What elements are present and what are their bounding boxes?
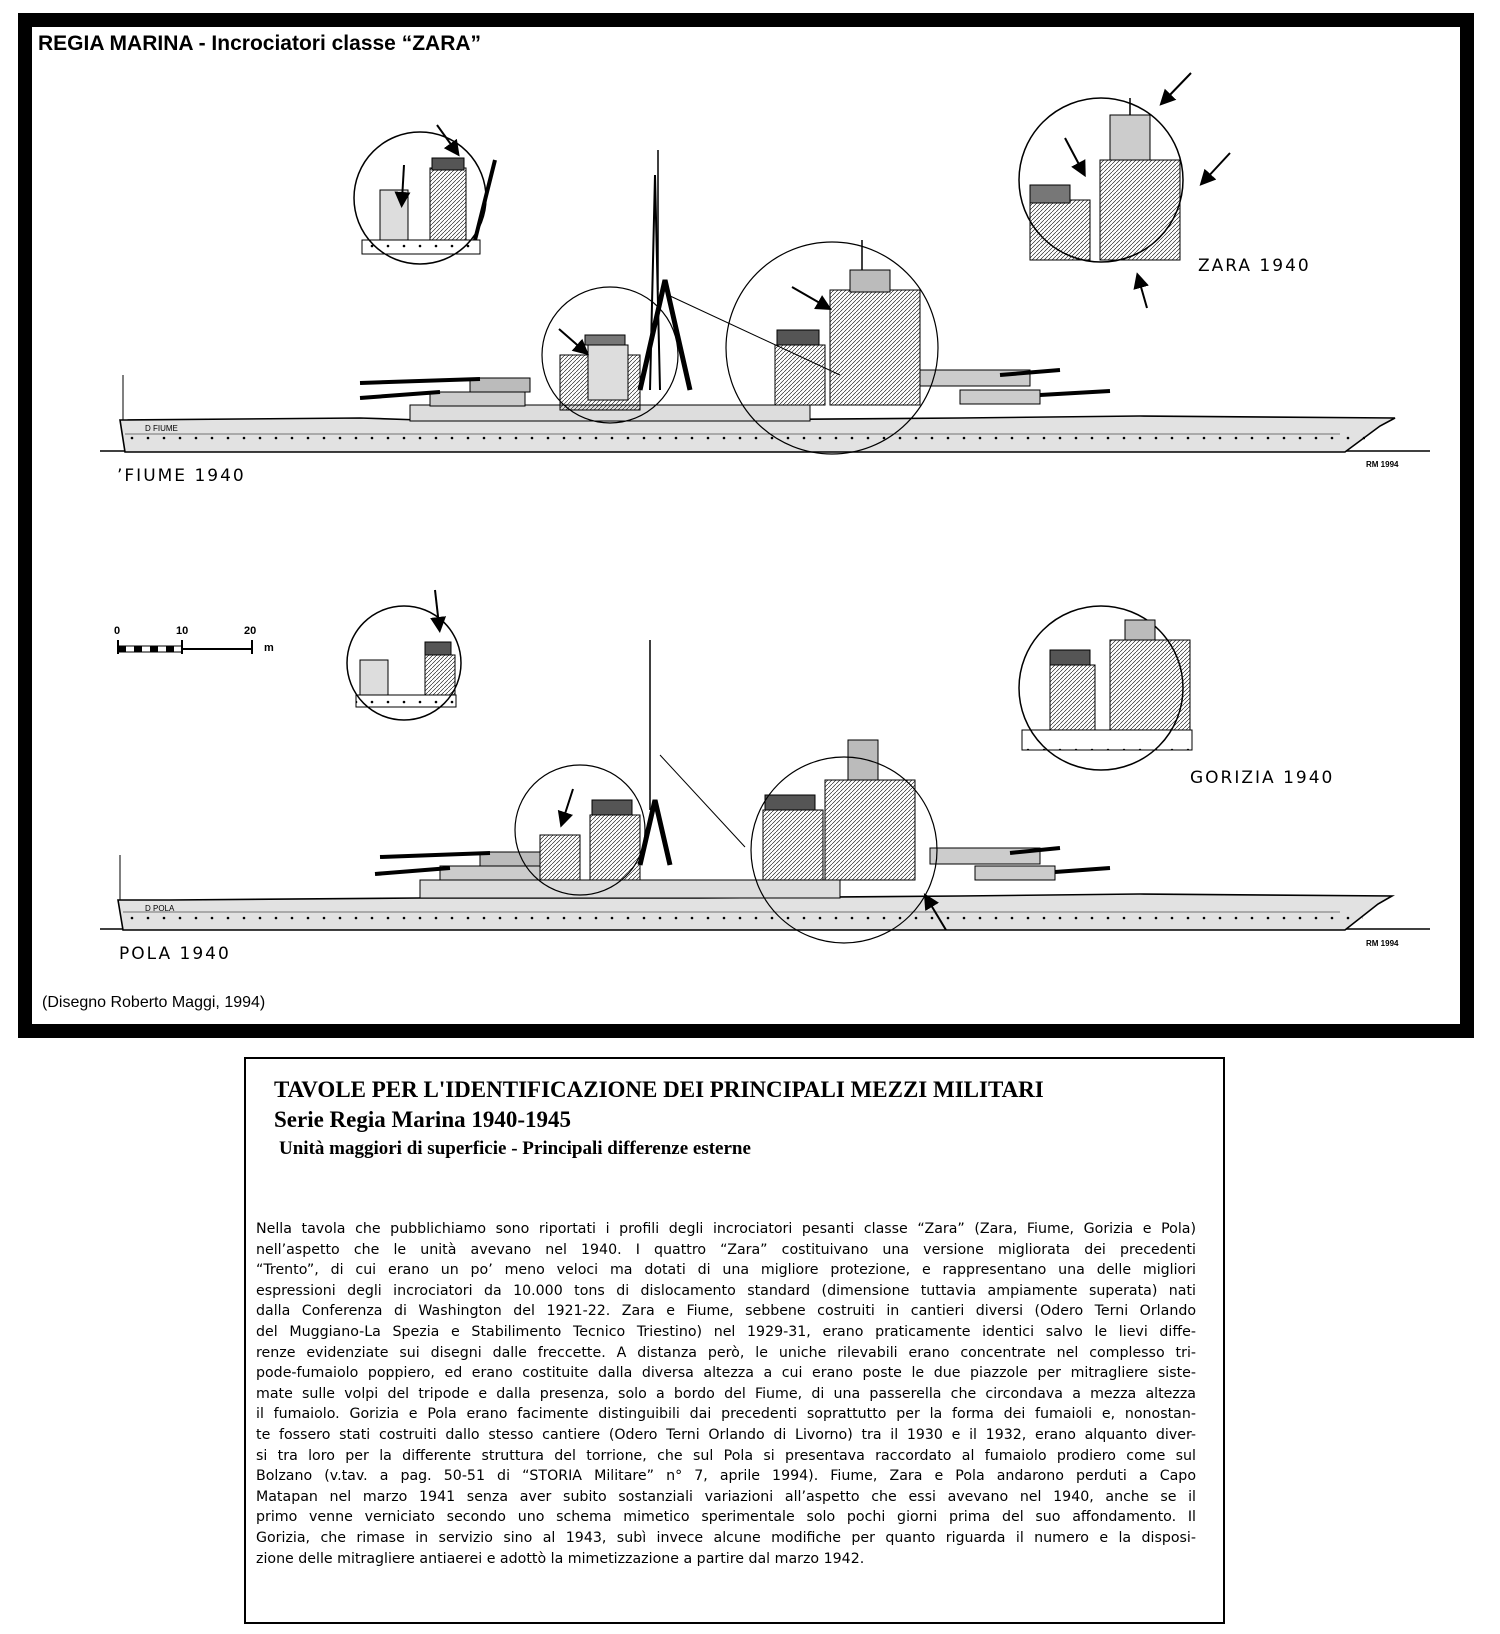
description-box [244,1057,1225,1624]
fiume-profile [100,150,1462,458]
body-line: Nella tavola che pubblichiamo sono riportati i profili degli incrociatori pesanti classe “Zara” (Zara, Fiume, Gorizia e Pola) [256,1221,1196,1237]
pola-hull-name: D POLA [145,904,175,913]
body-line: renze evidenziate sui disegni dalle freccette. A distanza però, le uniche rilevabili erano concentrate nel complesso tri- [256,1344,1196,1361]
plate-title: REGIA MARINA - Incrociatori classe “ZARA” [38,32,482,55]
body-line: primo venne verniciato secondo uno schema mimetico sperimentale solo pochi giorni prima del suo affondamento. Il [256,1509,1196,1526]
description-body [256,1219,1196,1569]
body-line: nell’aspetto che le unità avevano nel 1940. I quattro “Zara” costituivano una versione migliorata dei precedenti [256,1241,1196,1258]
body-line: dalla Conferenza di Washington del 1921-22. Zara e Fiume, sebbene costruiti in cantieri diversi (Odero Terni Orlando [256,1303,1196,1320]
pola-profile [100,640,1430,943]
body-line: Bolzano (v.tav. a pag. 50-51 di “STORIA Militare” n° 7, aprile 1994). Fiume, Zara e Pola andarono perduti a Capo [256,1468,1196,1485]
pola-label: POLA 1940 [119,944,231,964]
scale-bar [118,640,252,654]
fiume-hull-name: D FIUME [145,424,178,433]
body-line: si tra loro per la differente struttura del torrione, che sul Pola si presentava raccordato al fumaiolo prodiero come sul [256,1447,1196,1464]
fiume-label: ’FIUME 1940 [117,466,246,486]
fiume-signature: RM 1994 [1366,460,1399,469]
drawing-credit: (Disegno Roberto Maggi, 1994) [42,994,266,1011]
pola-signature: RM 1994 [1366,939,1399,948]
scale-unit: m [264,642,274,654]
scale-tick-10: 10 [176,625,189,637]
body-line: espressioni degli incrociatori da 10.000 tons di dislocamento standard (dimensione tuttavia ampiamente superata) nati [256,1282,1196,1299]
zara-detail-label: ZARA 1940 [1198,256,1311,276]
body-line: pode-fumaiolo poppiero, ed erano costituite dalla diversa altezza a cui erano poste le due piazzole per mitragliere siste- [256,1365,1196,1382]
scale-tick-20: 20 [244,625,257,637]
pola-detail-circle [347,590,461,720]
scale-tick-0: 0 [114,625,121,637]
gorizia-detail-circle [1019,606,1192,770]
body-line: il fumaiolo. Gorizia e Pola erano facimente distinguibili dai precedenti soprattutto per la forma dei fumaioli e, nonostan- [256,1406,1196,1423]
body-line: te fossero stati costruiti dallo stesso cantiere (Odero Terni Orlando di Livorno) tra il 1930 e il 1932, erano alquanto diver- [256,1426,1196,1443]
body-line: “Trento”, di cui erano un po’ meno veloci ma dotati di una migliore protezione, e rappresentano una delle migliori [256,1262,1196,1279]
body-line: Gorizia, che rimase in servizio sino al 1943, subì invece alcune modifiche per quanto riguarda il numero e la disposi- [256,1529,1196,1546]
description-subtitle: Unità maggiori di superficie - Principali differenze esterne [279,1138,751,1159]
description-series: Serie Regia Marina 1940-1945 [274,1107,572,1132]
body-line: del Muggiano-La Spezia e Stabilimento Tecnico Triestino) nel 1929-31, erano praticamente identici salvo le lievi diffe- [256,1323,1196,1340]
description-heading: TAVOLE PER L'IDENTIFICAZIONE DEI PRINCIPALI MEZZI MILITARI [274,1077,1044,1102]
body-line: Matapan nel marzo 1941 senza aver subito sostanziali variazioni all’aspetto che essi avevano nel 1940, anche se il [256,1488,1196,1505]
body-line: mate sulle volpi del tripode e dalla presenza, solo a bordo del Fiume, di una passerella che circondava a mezza altezza [256,1385,1196,1402]
gorizia-detail-label: GORIZIA 1940 [1190,768,1335,788]
body-line: zione delle mitragliere antiaerei e adottò la mimetizzazione a partire dal marzo 1942. [256,1550,865,1567]
fiume-detail-circle [354,125,495,264]
